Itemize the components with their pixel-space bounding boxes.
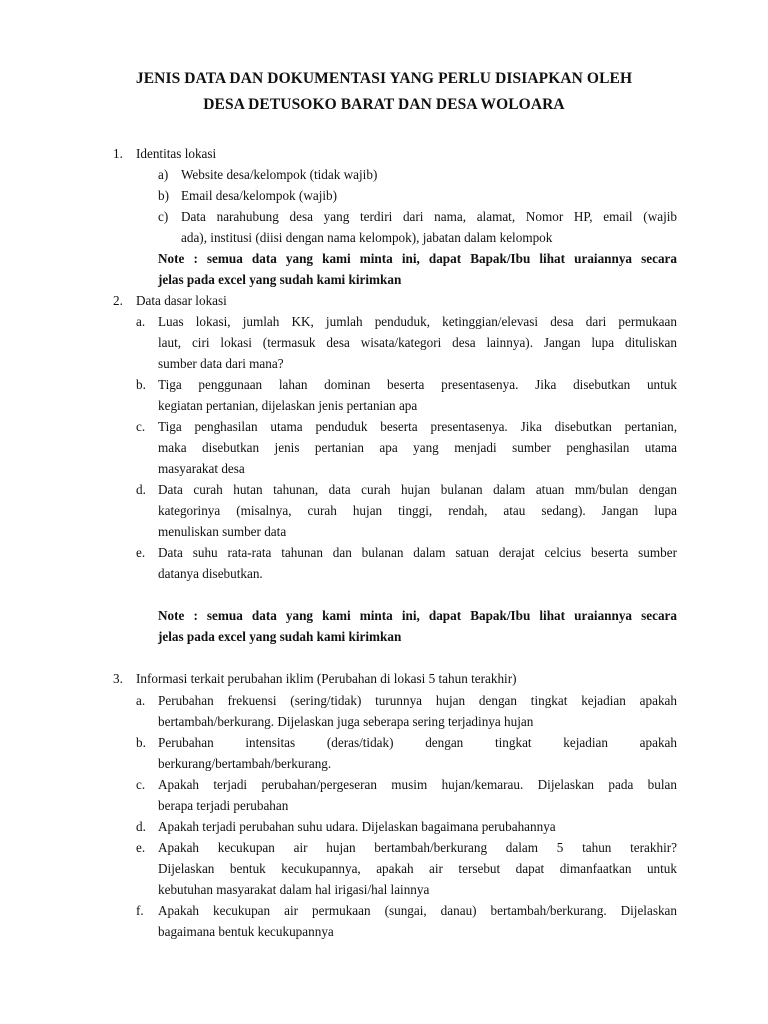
item-2b-text-line-2: kegiatan pertanian, dijelaskan jenis pertanian apa xyxy=(158,398,418,413)
item-2c-text-line-3: masyarakat desa xyxy=(158,461,245,476)
section-2-note-line-2: jelas pada excel yang sudah kami kirimkan xyxy=(158,629,402,644)
section-2-heading: Data dasar lokasi xyxy=(136,293,227,308)
item-1a-marker: a) xyxy=(158,167,169,182)
item-2a-text-line-3: sumber data dari mana? xyxy=(158,356,284,371)
item-2c-text-line-2: maka disebutkan jenis pertanian apa yang menjadi sumber penghasilan utama xyxy=(158,440,677,455)
item-1c-marker: c) xyxy=(158,209,169,224)
item-2a-text-line-2: laut, ciri lokasi (termasuk desa wisata/kategori desa lainnya). Jangan lupa dituliskan xyxy=(158,335,677,350)
item-3c-marker: c. xyxy=(136,777,146,792)
item-2e-text-line-2: datanya disebutkan. xyxy=(158,566,263,581)
item-1b-marker: b) xyxy=(158,188,169,203)
item-2a-text-line-1: Luas lokasi, jumlah KK, jumlah penduduk, ketinggian/elevasi desa dari permukaan xyxy=(158,314,677,329)
item-3b-text-line-1: Perubahan intensitas (deras/tidak) dengan tingkat kejadian apakah xyxy=(158,735,677,750)
section-1-note-line-2: jelas pada excel yang sudah kami kirimkan xyxy=(158,272,402,287)
item-3f-marker: f. xyxy=(136,903,144,918)
item-2d-text-line-3: menuliskan sumber data xyxy=(158,524,287,539)
section-1-note-line-1: Note : semua data yang kami minta ini, dapat Bapak/Ibu lihat uraiannya secara xyxy=(158,251,677,266)
item-3b-marker: b. xyxy=(136,735,146,750)
item-1a-text: Website desa/kelompok (tidak wajib) xyxy=(181,167,378,182)
document-title-line-2: DESA DETUSOKO BARAT DAN DESA WOLOARA xyxy=(203,96,565,113)
item-2a-marker: a. xyxy=(136,314,146,329)
item-3f-text-line-1: Apakah kecukupan air permukaan (sungai, danau) bertambah/berkurang. Dijelaskan xyxy=(158,903,677,918)
item-3c-text-line-2: berapa terjadi perubahan xyxy=(158,798,289,813)
section-1-number: 1. xyxy=(113,146,123,161)
item-3e-text-line-2: Dijelaskan bentuk kecukupannya, apakah air tersebut dapat dimanfaatkan untuk xyxy=(158,861,677,876)
item-3a-marker: a. xyxy=(136,693,146,708)
document-title-line-1: JENIS DATA DAN DOKUMENTASI YANG PERLU DISIAPKAN OLEH xyxy=(135,70,633,87)
item-3a-text-line-1: Perubahan frekuensi (sering/tidak) turunnya hujan dengan tingkat kejadian apakah xyxy=(158,693,677,708)
section-3-number: 3. xyxy=(113,671,123,686)
section-2-note-line-1: Note : semua data yang kami minta ini, dapat Bapak/Ibu lihat uraiannya secara xyxy=(158,608,677,623)
item-3f-text-line-2: bagaimana bentuk kecukupannya xyxy=(158,924,334,939)
item-2b-text-line-1: Tiga penggunaan lahan dominan beserta presentasenya. Jika disebutkan untuk xyxy=(158,377,677,392)
item-3c-text-line-1: Apakah terjadi perubahan/pergeseran musim hujan/kemarau. Dijelaskan pada bulan xyxy=(158,777,677,792)
item-3e-text-line-3: kebutuhan masyarakat dalam hal irigasi/hal lainnya xyxy=(158,882,430,897)
item-1b-text: Email desa/kelompok (wajib) xyxy=(181,188,338,203)
item-2d-marker: d. xyxy=(136,482,146,497)
item-3e-marker: e. xyxy=(136,840,146,855)
item-3b-text-line-2: berkurang/bertambah/berkurang. xyxy=(158,756,332,771)
item-1c-text-line-2: ada), institusi (diisi dengan nama kelompok), jabatan dalam kelompok xyxy=(181,230,553,245)
item-2e-text-line-1: Data suhu rata-rata tahunan dan bulanan dalam satuan derajat celcius beserta sumber xyxy=(158,545,677,560)
item-2d-text-line-2: kategorinya (misalnya, curah hujan tinggi, rendah, atau sedang). Jangan lupa xyxy=(158,503,677,518)
item-2c-text-line-1: Tiga penghasilan utama penduduk beserta presentasenya. Jika disebutkan pertanian, xyxy=(158,419,677,434)
item-3a-text-line-2: bertambah/berkurang. Dijelaskan juga seberapa sering terjadinya hujan xyxy=(158,714,534,729)
section-1-heading: Identitas lokasi xyxy=(136,146,217,161)
item-2e-marker: e. xyxy=(136,545,146,560)
section-2-number: 2. xyxy=(113,293,123,308)
item-3e-text-line-1: Apakah kecukupan air hujan bertambah/berkurang dalam 5 tahun terakhir? xyxy=(158,840,677,855)
item-2d-text-line-1: Data curah hutan tahunan, data curah hujan bulanan dalam atuan mm/bulan dengan xyxy=(158,482,677,497)
item-1c-text-line-1: Data narahubung desa yang terdiri dari nama, alamat, Nomor HP, email (wajib xyxy=(181,209,677,224)
item-2b-marker: b. xyxy=(136,377,146,392)
item-3d-text-line-1: Apakah terjadi perubahan suhu udara. Dijelaskan bagaimana perubahannya xyxy=(158,819,556,834)
item-3d-marker: d. xyxy=(136,819,146,834)
item-2c-marker: c. xyxy=(136,419,146,434)
section-3-heading: Informasi terkait perubahan iklim (Perubahan di lokasi 5 tahun terakhir) xyxy=(136,671,517,686)
